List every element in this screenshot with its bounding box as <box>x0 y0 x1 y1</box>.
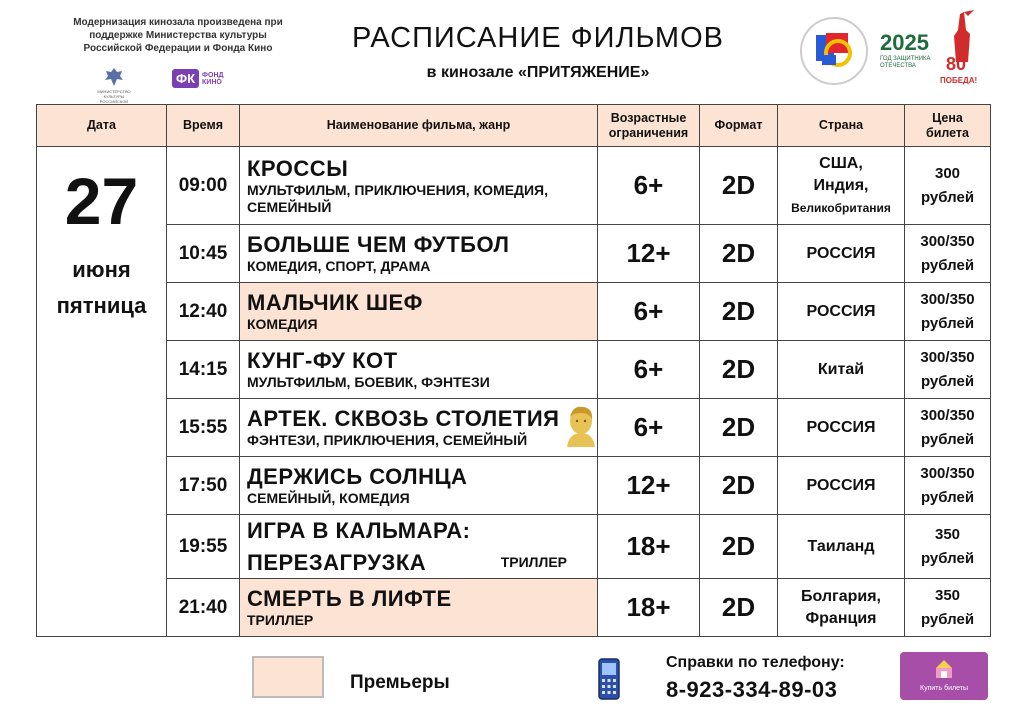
show-time: 15:55 <box>167 399 240 457</box>
film-title: ДЕРЖИСЬ СОЛНЦА <box>247 464 468 489</box>
fond-kino-logo: ФК ФОНД КИНО <box>172 69 224 88</box>
ministry-logo <box>92 66 136 109</box>
film-format: 2D <box>700 341 778 399</box>
phone-label: Справки по телефону: <box>666 654 845 671</box>
film-title: КРОССЫ <box>247 155 349 181</box>
ticket-price: 300 рублей <box>905 147 991 225</box>
show-time: 12:40 <box>167 283 240 341</box>
film-country: Таиланд <box>778 515 905 579</box>
show-time: 10:45 <box>167 225 240 283</box>
film-genre: ФЭНТЕЗИ, ПРИКЛЮЧЕНИЯ, СЕМЕЙНЫЙ <box>247 432 528 448</box>
show-time: 17:50 <box>167 457 240 515</box>
col-format: Формат <box>700 105 778 147</box>
film-country: Болгария, Франция <box>778 579 905 637</box>
schedule-table <box>36 104 991 637</box>
date-weekday: пятница <box>56 293 147 318</box>
table-row <box>37 515 991 579</box>
age-rating: 18+ <box>598 579 700 637</box>
ticket-price: 350 рублей <box>905 579 991 637</box>
ticket-price: 300/350 рублей <box>905 225 991 283</box>
film-format: 2D <box>700 283 778 341</box>
show-time: 09:00 <box>167 147 240 225</box>
page-subtitle: в кинозале «ПРИТЯЖЕНИЕ» <box>426 64 650 81</box>
mobile-phone-icon <box>596 657 624 701</box>
victory-80-logo: 80 ПОБЕДА! <box>940 10 984 90</box>
film-country: РОССИЯ <box>778 399 905 457</box>
table-row <box>37 283 991 341</box>
show-time: 21:40 <box>167 579 240 637</box>
page-title: РАСПИСАНИЕ ФИЛЬМОВ <box>352 22 724 54</box>
col-date: Дата <box>37 105 167 147</box>
ministry-caption: МИНИСТЕРСТВО КУЛЬТУРЫ РОССИЙСКОЙ <box>97 89 131 104</box>
film-title-line2: ПЕРЕЗАГРУЗКА <box>247 549 427 575</box>
film-genre: ТРИЛЛЕР <box>247 612 314 628</box>
premiere-legend-label: Премьеры <box>350 672 450 693</box>
year-2025-logo: 2025 ГОД ЗАЩИТНИКА ОТЕЧЕСТВА <box>880 30 931 69</box>
film-format: 2D <box>700 399 778 457</box>
film-format: 2D <box>700 225 778 283</box>
film-format: 2D <box>700 515 778 579</box>
table-row <box>37 225 991 283</box>
age-rating: 6+ <box>598 283 700 341</box>
film-genre: МУЛЬТФИЛЬМ, БОЕВИК, ФЭНТЕЗИ <box>247 374 490 390</box>
film-genre: СЕМЕЙНЫЙ, КОМЕДИЯ <box>247 490 410 506</box>
film-country: РОССИЯ <box>778 283 905 341</box>
show-time: 14:15 <box>167 341 240 399</box>
film-cell <box>240 399 598 457</box>
ticket-price: 300/350 рублей <box>905 399 991 457</box>
age-rating: 12+ <box>598 225 700 283</box>
col-price: Цена билета <box>905 105 991 147</box>
age-rating: 6+ <box>598 399 700 457</box>
buy-tickets-button[interactable] <box>900 652 988 700</box>
film-title: МАЛЬЧИК ШЕФ <box>247 290 423 315</box>
table-row <box>37 399 991 457</box>
age-rating: 6+ <box>598 147 700 225</box>
film-title: КУНГ-ФУ КОТ <box>247 348 398 373</box>
cinema-logo <box>800 17 868 85</box>
film-cell <box>240 515 598 579</box>
film-title: АРТЕК. СКВОЗЬ СТОЛЕТИЯ <box>247 406 560 431</box>
col-film: Наименование фильма, жанр <box>240 105 598 147</box>
film-country: Китай <box>778 341 905 399</box>
sponsor-text: Модернизация кинозала произведена при поддержке Министерства культуры Российской Федерации и Фонда Кино <box>73 17 283 54</box>
film-format: 2D <box>700 579 778 637</box>
film-title: БОЛЬШЕ ЧЕМ ФУТБОЛ <box>247 232 510 257</box>
film-title: СМЕРТЬ В ЛИФТЕ <box>247 586 452 611</box>
premiere-legend-swatch <box>252 656 324 698</box>
buy-tickets-label: Купить билеты <box>920 685 968 692</box>
film-cell <box>240 225 598 283</box>
film-country: РОССИЯ <box>778 225 905 283</box>
film-cell <box>240 341 598 399</box>
film-cell-premiere <box>240 579 598 637</box>
film-country: РОССИЯ <box>778 457 905 515</box>
date-cell <box>37 147 167 637</box>
table-header-row <box>37 105 991 147</box>
film-title: ИГРА В КАЛЬМАРА: <box>247 517 471 543</box>
ticket-price: 300/350 рублей <box>905 283 991 341</box>
show-time: 19:55 <box>167 515 240 579</box>
film-genre: КОМЕДИЯ, СПОРТ, ДРАМА <box>247 258 431 274</box>
ticket-price: 350 рублей <box>905 515 991 579</box>
table-row <box>37 579 991 637</box>
date-day: 27 <box>64 164 139 238</box>
date-month: июня <box>72 257 131 282</box>
film-format: 2D <box>700 147 778 225</box>
film-genre: ТРИЛЛЕР <box>500 554 567 570</box>
film-cell <box>240 147 598 225</box>
phone-number[interactable]: 8-923-334-89-03 <box>666 677 838 702</box>
eagle-emblem-icon <box>103 66 125 88</box>
table-row <box>37 147 991 225</box>
ticket-icon <box>932 658 956 680</box>
film-format: 2D <box>700 457 778 515</box>
age-rating: 12+ <box>598 457 700 515</box>
film-cell-premiere <box>240 283 598 341</box>
age-rating: 6+ <box>598 341 700 399</box>
age-rating: 18+ <box>598 515 700 579</box>
table-row <box>37 457 991 515</box>
cinema-logo-icon <box>802 19 866 83</box>
ticket-price: 300/350 рублей <box>905 341 991 399</box>
ticket-price: 300/350 рублей <box>905 457 991 515</box>
col-time: Время <box>167 105 240 147</box>
col-country: Страна <box>778 105 905 147</box>
film-genre: КОМЕДИЯ <box>247 316 318 332</box>
table-row <box>37 341 991 399</box>
film-cell <box>240 457 598 515</box>
film-country: США, Индия, Великобритания <box>778 147 905 225</box>
film-genre: МУЛЬТФИЛЬМ, ПРИКЛЮЧЕНИЯ, КОМЕДИЯ, СЕМЕЙНЫЙ <box>247 181 549 215</box>
pushkin-card-icon <box>561 403 601 447</box>
col-age: Возрастные ограничения <box>598 105 700 147</box>
